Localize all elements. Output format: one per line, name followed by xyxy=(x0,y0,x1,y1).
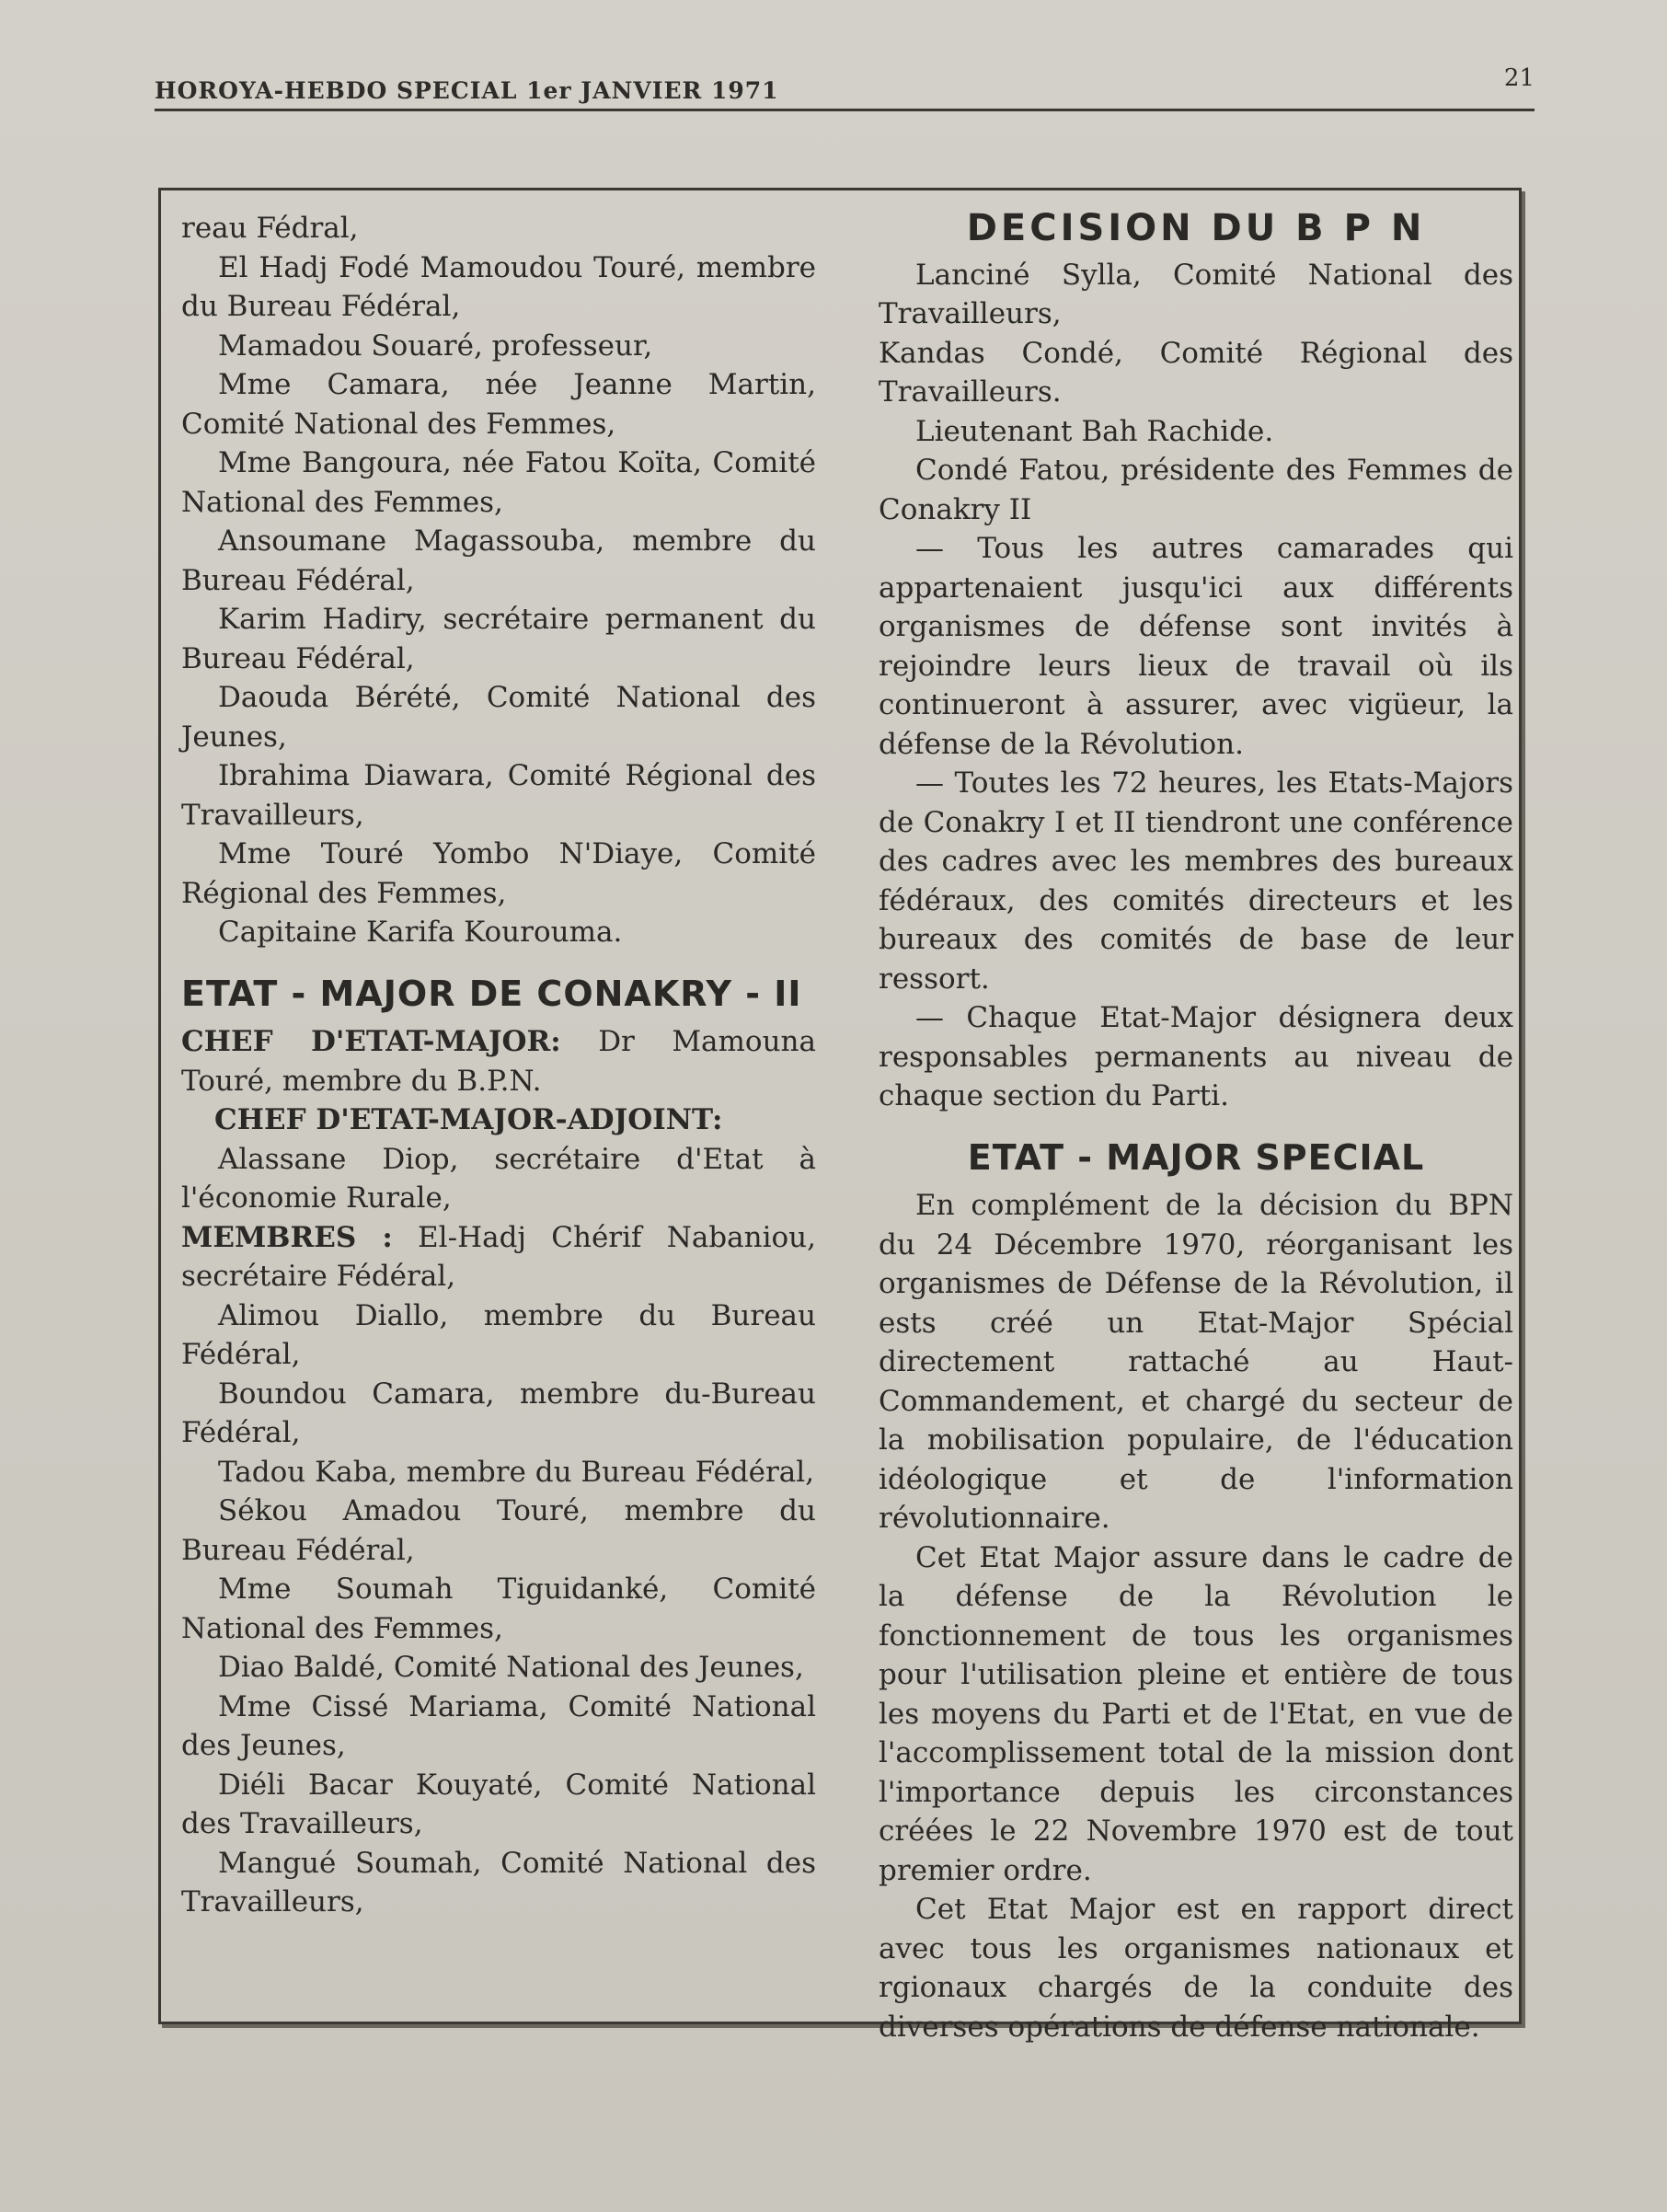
list-item: Mme Cissé Mariama, Comité National des Jeunes, xyxy=(181,1689,816,1762)
list-item: Diao Baldé, Comité National des Jeunes, xyxy=(218,1651,804,1684)
list-item: Mme Camara, née Jeanne Martin, Comité National des Femmes, xyxy=(181,368,816,441)
section-heading-special: ETAT - MAJOR SPECIAL xyxy=(967,1136,1425,1178)
list-item: Tadou Kaba, membre du Bureau Fédéral, xyxy=(218,1455,815,1489)
list-item: Lieutenant Bah Rachide. xyxy=(915,414,1274,448)
list-item: Lanciné Sylla, Comité National des Travailleurs, xyxy=(879,258,1513,330)
list-item: Mme Touré Yombo N'Diaye, Comité Régional des Femmes, xyxy=(181,837,816,910)
page-number: 21 xyxy=(1503,64,1535,92)
list-item: Condé Fatou, présidente des Femmes de Conakry II xyxy=(879,454,1513,526)
publication-title: HOROYA-HEBDO SPECIAL 1er JANVIER 1971 xyxy=(155,77,779,104)
list-item: Karim Hadiry, secrétaire permanent du Bureau Fédéral, xyxy=(181,603,816,675)
list-item: Mme Soumah Tiguidanké, Comité National des Femmes, xyxy=(181,1573,816,1645)
membres-text: El-Hadj Chérif Nabaniou, secrétaire Fédéral, xyxy=(181,1220,816,1293)
decision-heading: DECISION DU B P N xyxy=(966,207,1426,249)
list-item: Mamadou Souaré, professeur, xyxy=(218,328,653,363)
section-heading-conakry-ii: ETAT - MAJOR DE CONAKRY - II xyxy=(181,973,802,1014)
adjoint-label: CHEF D'ETAT-MAJOR-ADJOINT: xyxy=(214,1103,723,1136)
page-header xyxy=(155,64,1535,129)
list-item: Alimou Diallo, membre du Bureau Fédéral, xyxy=(181,1298,816,1371)
list-item: El Hadj Fodé Mamoudou Touré, membre du Bureau Fédéral, xyxy=(181,250,816,323)
list-item: Daouda Bérété, Comité National des Jeunes, xyxy=(181,681,816,754)
membres-label: MEMBRES : xyxy=(181,1220,393,1254)
chef-text: Dr Mamouna Touré, membre du B.P.N. xyxy=(181,1025,817,1098)
adjoint-text: Alassane Diop, secrétaire d'Etat à l'économie Rurale, xyxy=(181,1142,816,1215)
left-column xyxy=(181,209,816,1922)
body-paragraph: En complément de la décision du BPN du 24 Décembre 1970, réorganisant les organismes de Défense de la Révolution, il ests créé un Etat-Major Spécial directement rattaché au Haut-Commandement, et chargé du secteur de la mobilisation populaire, de l'éducation idéologique et de l'information révolutionnaire. xyxy=(879,1189,1513,1535)
body-paragraph: Cet Etat Major assure dans le cadre de la défense de la Révolution le fonctionnement de tous les organismes pour l'utilisation pleine et entière de tous les moyens du Parti et de l'Etat, en vue de l'accomplissement total de la mission dont l'importance depuis les circonstances créées le 22 Novembre 1970 est de tout premier ordre. xyxy=(879,1540,1513,1887)
list-item: Mme Bangoura, née Fatou Koïta, Comité National des Femmes, xyxy=(181,446,816,519)
decision-paragraph: — Chaque Etat-Major désignera deux responsables permanents au niveau de chaque section du Parti. xyxy=(879,1001,1513,1112)
decision-paragraph: — Tous les autres camarades qui appartenaient jusqu'ici aux différents organismes de défense sont invités à rejoindre leurs lieux de travail où ils continueront à assurer, avec vigüeur, la défense de la Révolution. xyxy=(879,532,1513,761)
header-rule xyxy=(155,109,1535,111)
list-item: Capitaine Karifa Kourouma. xyxy=(218,916,623,949)
list-item: reau Fédral, xyxy=(181,212,359,245)
list-item: Boundou Camara, membre du-Bureau Fédéral, xyxy=(181,1377,816,1449)
article-frame xyxy=(158,188,1522,2044)
right-column xyxy=(879,209,1513,2046)
list-item: Sékou Amadou Touré, membre du Bureau Fédéral, xyxy=(181,1494,816,1567)
body-paragraph: Cet Etat Major est en rapport direct avec tous les organismes nationaux et rgionaux chargés de la conduite des diverses opérations de défense nationale. xyxy=(879,1893,1513,2044)
list-item: Mangué Soumah, Comité National des Travailleurs, xyxy=(181,1846,816,1918)
list-item: Kandas Condé, Comité Régional des Travailleurs. xyxy=(879,336,1513,409)
chef-etat-major xyxy=(181,1022,816,1100)
membres-entry xyxy=(181,1218,816,1296)
chef-label: CHEF D'ETAT-MAJOR: xyxy=(181,1025,561,1058)
decision-paragraph: — Toutes les 72 heures, les Etats-Majors de Conakry I et II tiendront une conférence des cadres avec les membres des bureaux fédéraux, des comités directeurs et les bureaux des comités de base de leur ressort. xyxy=(879,766,1513,996)
list-item: Ansoumane Magassouba, membre du Bureau Fédéral, xyxy=(181,524,816,597)
list-item: Ibrahima Diawara, Comité Régional des Travailleurs, xyxy=(181,759,816,832)
list-item: Diéli Bacar Kouyaté, Comité National des Travailleurs, xyxy=(181,1768,816,1840)
